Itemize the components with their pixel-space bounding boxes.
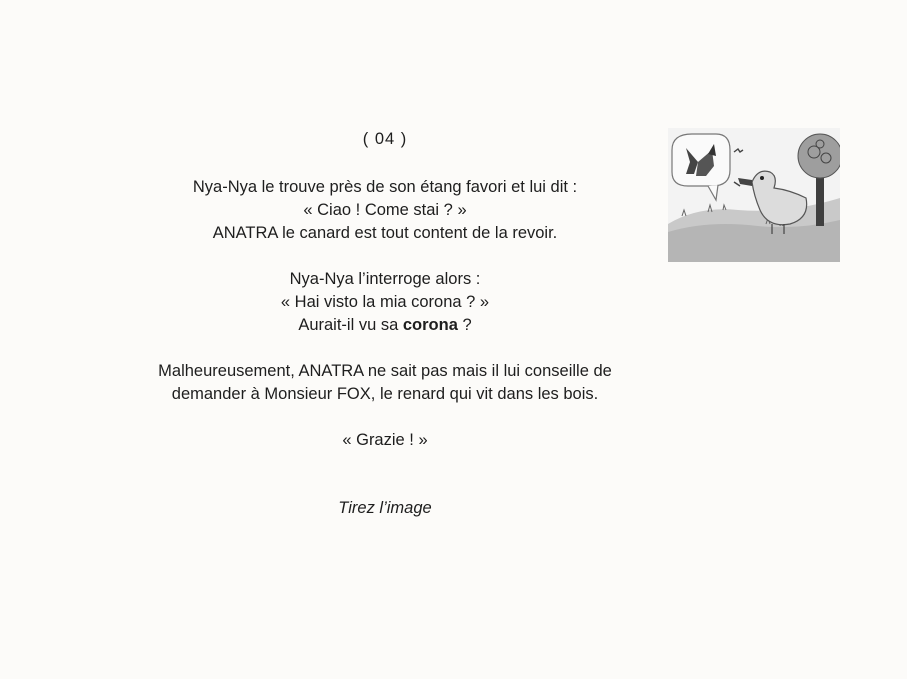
paragraph-3-line-2: demander à Monsieur FOX, le renard qui vit dans les bois. xyxy=(171,385,599,403)
paragraph-2-line-3-suffix: ? xyxy=(457,316,472,334)
paragraph-2-line-3-prefix: Aurait-il vu sa xyxy=(298,316,403,334)
paragraph-3-line-1: Malheureusement, ANATRA ne sait pas mais il lui conseille de xyxy=(158,362,612,380)
duck-illustration[interactable] xyxy=(668,128,840,262)
paragraph-2-line-2: « Hai visto la mia corona ? » xyxy=(280,293,490,311)
corona-word: corona xyxy=(402,316,458,334)
page-number: ( 04 ) xyxy=(362,130,408,148)
instruction-text: Tirez l’image xyxy=(338,499,432,517)
paragraph-2-line-3 xyxy=(80,314,690,337)
thanks-line: « Grazie ! » xyxy=(342,431,428,449)
paragraph-1-line-1: Nya-Nya le trouve près de son étang favori et lui dit : xyxy=(192,178,578,196)
paragraph-2-line-1: Nya-Nya l’interroge alors : xyxy=(289,270,481,288)
story-text xyxy=(80,128,690,520)
paragraph-1-line-2: « Ciao ! Come stai ? » xyxy=(303,201,467,219)
paragraph-1-line-3: ANATRA le canard est tout content de la revoir. xyxy=(212,224,558,242)
